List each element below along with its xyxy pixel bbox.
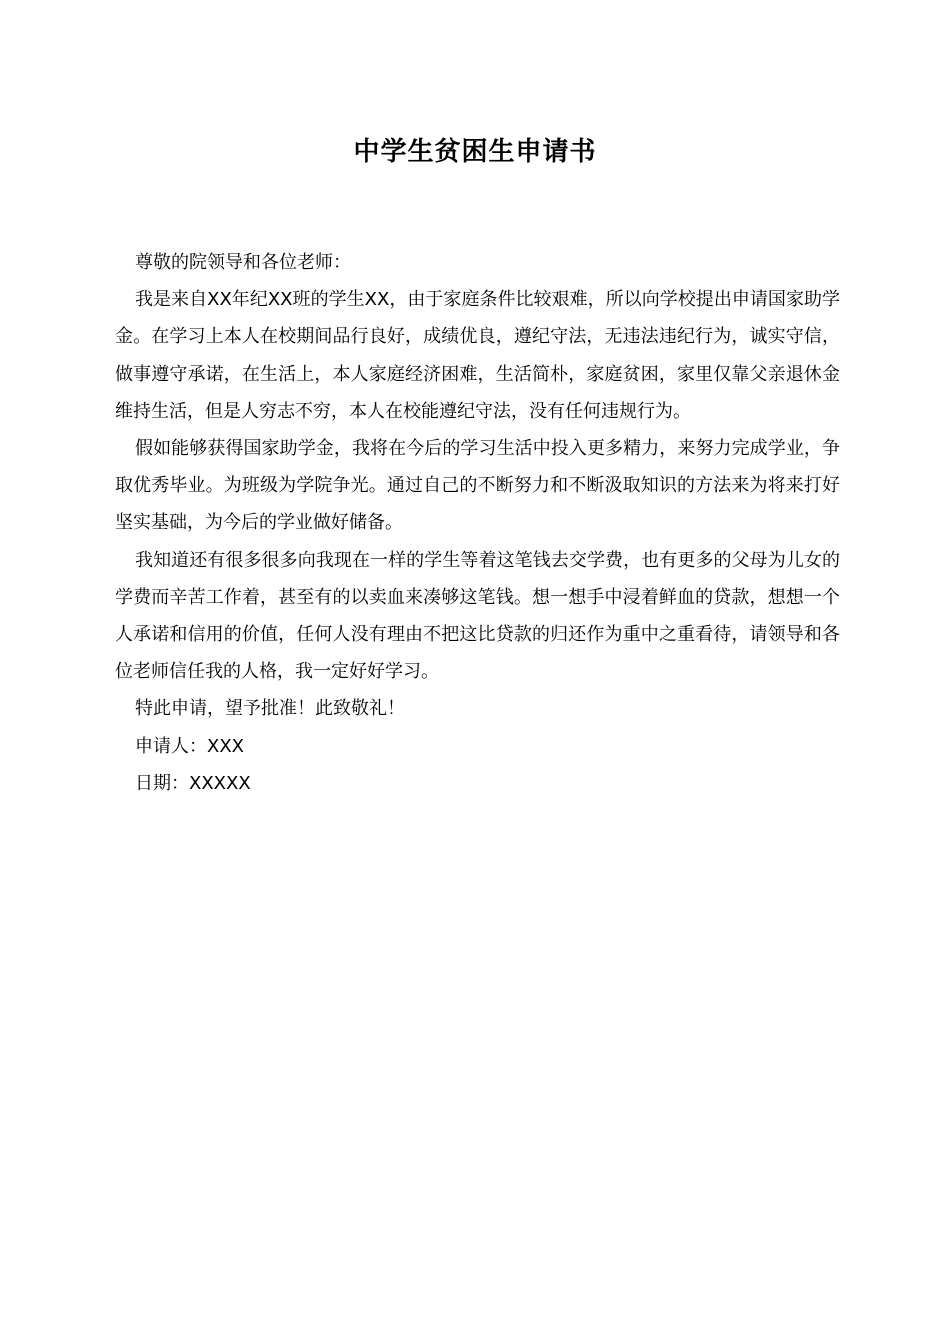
closing-line: 特此申请，望予批准！此致敬礼！ — [135, 698, 405, 720]
applicant-line: 申请人：XXX — [135, 735, 244, 757]
document-body — [115, 244, 840, 802]
document-title: 中学生贫困生申请书 — [353, 137, 597, 167]
salutation: 尊敬的院领导和各位老师： — [135, 252, 351, 273]
body-paragraph-3: 我知道还有很多很多向我现在一样的学生等着这笔钱去交学费，也有更多的父母为儿女的学费而辛苦工作着，甚至有的以卖血来凑够这笔钱。想一想手中浸着鲜血的贷款，想想一个人承诺和信用的价值，任何人没有理由不把这比贷款的归还作为重中之重看待，请领导和各位老师信任我的人格，我一定好好学习。 — [115, 549, 840, 683]
body-paragraph-1: 我是来自XX年纪XX班的学生XX，由于家庭条件比较艰难，所以向学校提出申请国家助学金。在学习上本人在校期间品行良好，成绩优良，遵纪守法，无违法违纪行为，诚实守信，做事遵守承诺，在生活上，本人家庭经济困难，生活简朴，家庭贫困，家里仅靠父亲退休金维持生活，但是人穷志不穷，本人在校能遵纪守法，没有任何违规行为。 — [115, 289, 840, 422]
body-paragraph-2: 假如能够获得国家助学金，我将在今后的学习生活中投入更多精力，来努力完成学业，争取优秀毕业。为班级为学院争光。通过自己的不断努力和不断汲取知识的方法来为将来打好坚实基础，为今后的学业做好储备。 — [115, 438, 840, 534]
date-line: 日期：XXXXX — [135, 772, 251, 794]
